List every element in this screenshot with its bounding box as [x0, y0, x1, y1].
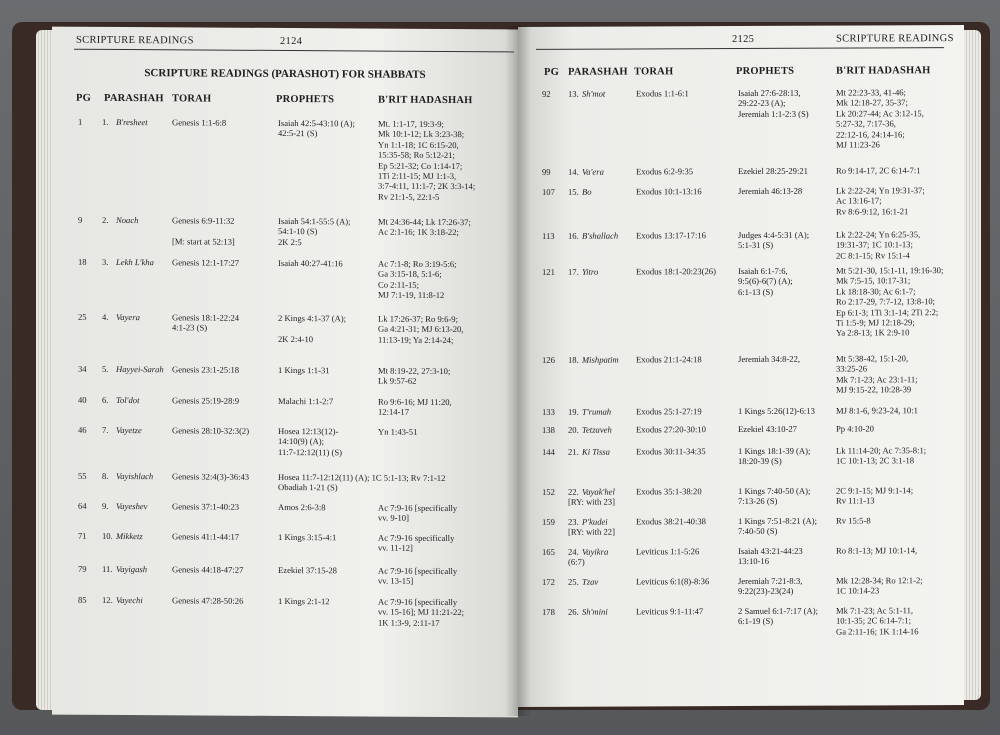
torah-cell: Exodus 18:1-20:23(26) [636, 266, 716, 277]
header-prophets: PROPHETS [736, 65, 795, 78]
prophets-cell: Jeremiah 34:8-22, [738, 353, 801, 365]
torah-cell: Genesis 28:10-32:3(2) [172, 425, 250, 436]
header-prophets: PROPHETS [276, 93, 335, 106]
prophets-cell: 2 Kings 4:1-37 (A); 2K 2:4-10 [278, 312, 347, 344]
prophets-cell: Jeremiah 46:13-28 [738, 185, 803, 197]
prophets-cell: 1 Kings 7:40-50 (A); 7:13-26 (S) [738, 485, 811, 507]
parashah-name-cell: Vayeshev [116, 500, 148, 512]
brit-hadashah-cell: Ac 7:1-8; Ro 3:19-5:6; Ga 3:15-18, 5:1-6; Co 2:11-15; MJ 7:1-19, 11:8-12 [378, 258, 457, 301]
parashah-name-cell: Bo [582, 186, 592, 197]
parashah-name-cell: Vayikra [582, 546, 609, 557]
page-number-cell: 107 [542, 186, 555, 197]
header-torah: TORAH [634, 66, 674, 78]
brit-hadashah-cell: MJ 8:1-6, 9:23-24, 10:1 [836, 405, 918, 416]
prophets-cell: Jeremiah 7:21-8:3, 9:22(23)-23(24) [738, 575, 803, 597]
torah-cell: Genesis 37:1-40:23 [172, 501, 240, 512]
brit-hadashah-cell: Ro 9:14-17, 2C 6:14-7:1 [836, 165, 921, 176]
parashah-number-cell: 8. [102, 470, 109, 481]
parashah-name-cell: Noach [116, 214, 139, 226]
prophets-cell: 1 Kings 3:15-4:1 [278, 531, 337, 543]
brit-hadashah-cell: Rv 15:5-8 [836, 515, 871, 526]
torah-cell: Genesis 47:28-50:26 [172, 595, 244, 606]
parashah-number-cell: 12. [102, 594, 113, 605]
header-pg: PG [544, 66, 559, 78]
parashah-name-cell: Tol'dot [116, 394, 140, 406]
parashah-name-cell: T'rumah [582, 406, 612, 417]
torah-cell: Genesis 41:1-44:17 [172, 531, 240, 542]
torah-cell: Genesis 25:19-28:9 [172, 395, 240, 406]
torah-cell: Genesis 1:1-6:8 [172, 117, 227, 128]
parashah-number-cell: 13. [568, 88, 579, 99]
torah-cell: Leviticus 9:1-11:47 [636, 606, 704, 617]
parashah-name-cell: Tzav [582, 576, 599, 587]
brit-hadashah-cell: Mk 7:1-23; Ac 5:1-11, 10:1-35; 2C 6:14-7:1; Ga 2:11-16; 1K 1:14-16 [836, 605, 919, 637]
header-parashah: PARASHAH [104, 92, 164, 105]
page-number-cell: 1 [78, 116, 83, 127]
right-header-rule [536, 47, 944, 50]
parashah-number-cell: 7. [102, 424, 109, 435]
prophets-cell: 1 Kings 1:1-31 [278, 364, 330, 376]
torah-cell: Exodus 13:17-17:16 [636, 230, 706, 241]
torah-cell: Leviticus 6:1(8)-8:36 [636, 576, 710, 587]
brit-hadashah-cell: Lk 2:22-24; Yn 19:31-37; Ac 13:16-17; Rv 8:6-9:12, 16:1-21 [836, 185, 925, 217]
right-page [518, 25, 964, 707]
page-number-cell: 79 [78, 563, 87, 574]
page-number-cell: 144 [542, 446, 555, 457]
parashah-name-cell: B'resheet [116, 116, 148, 128]
page-number-cell: 165 [542, 546, 555, 557]
page-number-cell: 138 [542, 424, 555, 435]
brit-hadashah-cell: Yn 1:43-51 [378, 426, 418, 437]
brit-hadashah-cell: Lk 11:14-20; Ac 7:35-8:1; 1C 10:1-13; 2C 3:1-18 [836, 445, 927, 466]
page-number-cell: 18 [78, 256, 87, 267]
parashah-number-cell: 10. [102, 530, 113, 541]
brit-hadashah-cell: Ac 7:9-16 specifically vv. 11-12] [378, 532, 455, 554]
parashah-note-cell: [RY: with 23] [568, 496, 615, 508]
prophets-cell: Ezekiel 28:25-29:21 [738, 165, 808, 177]
torah-cell: Genesis 6:9-11:32 [M: start at 52:13] [172, 215, 235, 247]
parashah-name-cell: Vayak'hel [582, 486, 615, 497]
prophets-cell: Hosea 11:7-12:12(11) (A); 1C 5:1-13; Rv 7:1-12 Obadiah 1-21 (S) [278, 471, 446, 493]
header-pg: PG [76, 92, 91, 104]
prophets-cell: Malachi 1:1-2:7 [278, 395, 334, 407]
brit-hadashah-cell: Lk 2:22-24; Yn 6:25-35, 19:31-37; 1C 10:1-13; 2C 8:1-15; Rv 15:1-4 [836, 229, 921, 261]
parashah-number-cell: 6. [102, 394, 109, 405]
parashah-name-cell: Tetzaveh [582, 424, 612, 435]
left-header-rule [74, 49, 514, 53]
brit-hadashah-cell: Ac 7:9-16 [specifically vv. 15-16]; MJ 11:21-22; 1K 1:3-9, 2:11-17 [378, 596, 465, 628]
parashah-name-cell: B'shallach [582, 230, 619, 241]
page-number-cell: 152 [542, 486, 555, 497]
prophets-cell: Isaiah 6:1-7:6, 9:5(6)-6(7) (A); 6:1-13 (S) [738, 265, 793, 297]
page-number-cell: 85 [78, 594, 87, 605]
parashah-number-cell: 4. [102, 311, 109, 322]
parashah-number-cell: 17. [568, 266, 579, 277]
prophets-cell: 1 Kings 7:51-8:21 (A); 7:40-50 (S) [738, 515, 818, 537]
prophets-cell: Isaiah 42:5-43:10 (A); 42:5-21 (S) [278, 117, 355, 139]
torah-cell: Genesis 23:1-25:18 [172, 364, 240, 375]
torah-cell: Leviticus 1:1-5:26 [636, 546, 700, 557]
header-brit-hadashah: B'RIT HADASHAH [378, 94, 473, 107]
parashah-number-cell: 22. [568, 486, 579, 497]
header-parashah: PARASHAH [568, 66, 628, 78]
book-gutter-shadow [505, 26, 531, 716]
prophets-cell: 1 Kings 5:26(12)-6:13 [738, 405, 815, 417]
parashah-name-cell: Ki Tissa [582, 446, 610, 457]
parashah-name-cell: Vayetze [116, 424, 142, 436]
brit-hadashah-cell: Mt. 1:1-17, 19:3-9; Mk 10:1-12; Lk 3:23-38; Yn 1:1-18; 1C 6:15-20, 15:35-58; Ro 5:12-21; Ep 5:21-32; Co 1:14-17; 1Ti 2:11-15; MJ 1:1-3, 3:7-4:11, 11:1-7; 2K 3:3-14; Rv 21:1-5, 22:1-5 [378, 118, 476, 202]
parashah-name-cell: Va'era [582, 166, 604, 177]
left-page [52, 27, 518, 718]
parashah-number-cell: 11. [102, 563, 113, 574]
prophets-cell: Isaiah 43:21-44:23 13:10-16 [738, 545, 803, 567]
parashah-number-cell: 9. [102, 500, 109, 511]
parashah-name-cell: Vayigash [116, 563, 148, 575]
page-number-cell: 113 [542, 230, 555, 241]
header-torah: TORAH [172, 93, 212, 105]
prophets-cell: Isaiah 54:1-55:5 (A); 54:1-10 (S) 2K 2:5 [278, 215, 351, 247]
left-page-number: 2124 [280, 35, 303, 48]
brit-hadashah-cell: Pp 4:10-20 [836, 423, 874, 434]
torah-cell: Exodus 1:1-6:1 [636, 88, 689, 99]
page-number-cell: 55 [78, 470, 87, 481]
left-table-title: SCRIPTURE READINGS (PARASHOT) FOR SHABBATS [144, 67, 426, 81]
page-number-cell: 133 [542, 406, 555, 417]
prophets-cell: Ezekiel 43:10-27 [738, 423, 797, 435]
parashah-number-cell: 5. [102, 363, 109, 374]
prophets-cell: 1 Kings 18:1-39 (A); 18:20-39 (S) [738, 445, 811, 467]
parashah-number-cell: 21. [568, 446, 579, 457]
parashah-name-cell: Sh'mini [582, 606, 608, 617]
page-number-cell: 64 [78, 500, 87, 511]
parashah-name-cell: Vayishlach [116, 470, 154, 482]
parashah-name-cell: P'kudei [582, 516, 608, 527]
torah-cell: Exodus 6:2-9:35 [636, 166, 694, 177]
page-number-cell: 40 [78, 394, 87, 405]
torah-cell: Genesis 18:1-22:24 4:1-23 (S) [172, 312, 240, 333]
parashah-number-cell: 24. [568, 546, 579, 557]
parashah-number-cell: 1. [102, 116, 109, 127]
parashah-name-cell: Mishpatim [582, 354, 619, 365]
brit-hadashah-cell: Mt 5:38-42, 15:1-20, 33:25-26 Mk 7:1-23; Ac 23:1-11; MJ 9:15-22, 10:28-39 [836, 353, 918, 395]
parashah-number-cell: 3. [102, 256, 109, 267]
page-number-cell: 71 [78, 530, 87, 541]
right-page-number: 2125 [732, 33, 755, 46]
parashah-name-cell: Yitro [582, 266, 599, 277]
prophets-cell: Amos 2:6-3:8 [278, 501, 326, 513]
page-number-cell: 25 [78, 311, 87, 322]
torah-cell: Exodus 27:20-30:10 [636, 424, 706, 435]
prophets-cell: Ezekiel 37:15-28 [278, 564, 337, 576]
parashah-number-cell: 14. [568, 166, 579, 177]
parashah-number-cell: 23. [568, 516, 579, 527]
page-number-cell: 9 [78, 214, 83, 225]
page-number-cell: 99 [542, 166, 551, 177]
brit-hadashah-cell: Lk 17:26-37; Ro 9:6-9; Ga 4:21-31; MJ 6:13-20, 11:13-19; Ya 2:14-24; [378, 313, 464, 345]
brit-hadashah-cell: Mt 24:36-44; Lk 17:26-37; Ac 2:1-16; 1K 3:18-22; [378, 216, 471, 238]
parashah-number-cell: 19. [568, 406, 579, 417]
parashah-name-cell: Vayechi [116, 594, 143, 606]
brit-hadashah-cell: Ac 7:9-16 [specifically vv. 9-10] [378, 502, 458, 524]
right-running-head: SCRIPTURE READINGS [836, 33, 954, 45]
parashah-note-cell: (6:7) [568, 557, 585, 568]
prophets-cell: 2 Samuel 6:1-7:17 (A); 6:1-19 (S) [738, 605, 818, 627]
page-number-cell: 126 [542, 354, 555, 365]
torah-cell: Exodus 30:11-34:35 [636, 446, 706, 457]
parashah-number-cell: 15. [568, 186, 579, 197]
brit-hadashah-cell: Mt 5:21-30, 15:1-11, 19:16-30; Mk 7:5-15, 10:17-31; Lk 18:18-30; Ac 6:1-7; Ro 2:17-29, 7:7-12, 13:8-10; Ep 6:1-3; 1Ti 3:1-14; 2Ti 2:2; Ti 1:5-9; MJ 12:18-29; Ya 2:8-13; 1K 2:9-10 [836, 265, 944, 339]
brit-hadashah-cell: 2C 9:1-15; MJ 9:1-14; Rv 11:1-13 [836, 485, 914, 506]
torah-cell: Exodus 35:1-38:20 [636, 486, 702, 497]
torah-cell: Exodus 38:21-40:38 [636, 516, 706, 527]
torah-cell: Exodus 21:1-24:18 [636, 354, 702, 365]
page-number-cell: 178 [542, 606, 555, 617]
left-running-head: SCRIPTURE READINGS [76, 34, 194, 47]
brit-hadashah-cell: Ac 7:9-16 [specifically vv. 13-15] [378, 565, 458, 587]
brit-hadashah-cell: Mt 22:23-33, 41-46; Mk 12:18-27, 35-37; Lk 20:27-44; Ac 3:12-15, 5:27-32, 7:17-36, 22:12-16, 24:14-16; MJ 11:23-26 [836, 87, 924, 150]
torah-cell: Genesis 44:18-47:27 [172, 564, 244, 575]
parashah-name-cell: Sh'mot [582, 88, 606, 99]
torah-cell: Genesis 32:4(3)-36:43 [172, 471, 250, 482]
parashah-name-cell: Lekh L'kha [116, 256, 154, 268]
parashah-number-cell: 26. [568, 606, 579, 617]
brit-hadashah-cell: Mk 12:28-34; Ro 12:1-2; 1C 10:14-23 [836, 575, 923, 596]
prophets-cell: Isaiah 40:27-41:16 [278, 257, 343, 269]
prophets-cell: Isaiah 27:6-28:13, 29:22-23 (A); Jeremiah 1:1-2:3 (S) [738, 87, 809, 119]
brit-hadashah-cell: Ro 9:6-16; MJ 11:20, 12:14-17 [378, 396, 452, 418]
page-number-cell: 159 [542, 516, 555, 527]
page-number-cell: 34 [78, 363, 87, 374]
header-brit-hadashah: B'RIT HADASHAH [836, 65, 931, 77]
parashah-number-cell: 18. [568, 354, 579, 365]
parashah-name-cell: Vayera [116, 311, 140, 323]
prophets-cell: 1 Kings 2:1-12 [278, 595, 330, 607]
torah-cell: Exodus 10:1-13:16 [636, 186, 702, 197]
parashah-note-cell: [RY: with 22] [568, 526, 615, 538]
parashah-number-cell: 2. [102, 214, 109, 225]
brit-hadashah-cell: Mt 8:19-22, 27:3-10; Lk 9:57-62 [378, 365, 451, 387]
torah-cell: Exodus 25:1-27:19 [636, 406, 702, 417]
parashah-number-cell: 25. [568, 576, 579, 587]
parashah-name-cell: Mikketz [116, 530, 143, 542]
page-number-cell: 46 [78, 424, 87, 435]
page-number-cell: 121 [542, 266, 555, 277]
brit-hadashah-cell: Ro 8:1-13; MJ 10:1-14, [836, 545, 918, 556]
torah-cell: Genesis 12:1-17:27 [172, 257, 240, 268]
parashah-number-cell: 16. [568, 230, 579, 241]
parashah-name-cell: Hayyei-Sarah [116, 363, 164, 375]
page-number-cell: 172 [542, 576, 555, 587]
prophets-cell: Judges 4:4-5:31 (A); 5:1-31 (S) [738, 229, 810, 251]
parashah-number-cell: 20. [568, 424, 579, 435]
prophets-cell: Hosea 12:13(12)- 14:10(9) (A); 11:7-12:12(11) (S) [278, 425, 343, 458]
page-number-cell: 92 [542, 88, 551, 99]
